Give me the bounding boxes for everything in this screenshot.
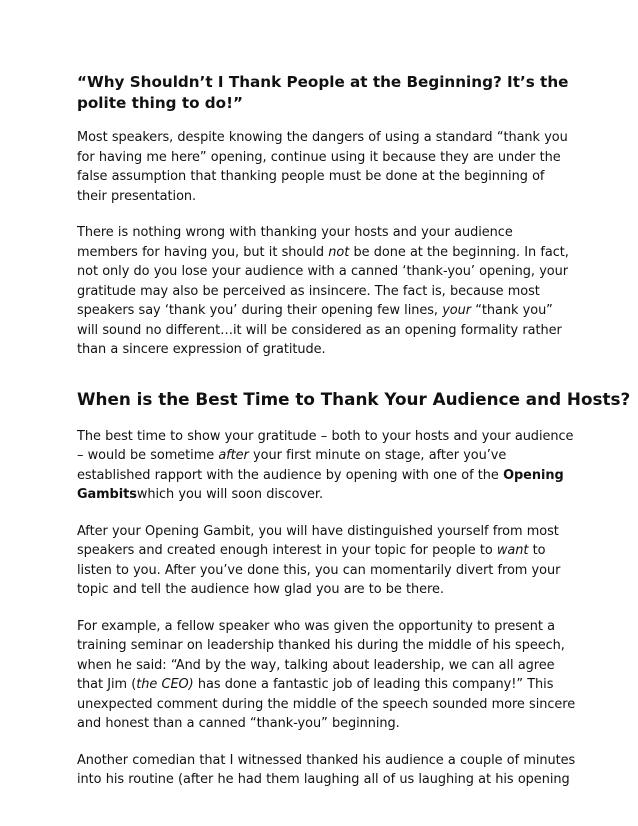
text-line: their presentation. — [77, 188, 197, 204]
section-heading-best-time: When is the Best Time to Thank Your Audience and Hosts? — [77, 388, 631, 409]
text-run: has done a fantastic job of leading this company!” This — [193, 677, 554, 692]
text-line — [77, 541, 567, 561]
text-run: which you will soon discover. — [136, 487, 323, 502]
text-line — [77, 243, 567, 263]
text-run: that Jim ( — [77, 677, 137, 692]
text-line: listen to you. After you’ve done this, you can momentarily divert from your — [77, 562, 561, 578]
emphasis-text: after — [218, 448, 249, 463]
text-run: – would be sometime — [77, 448, 219, 463]
paragraph-nothing-wrong-thanking — [77, 223, 567, 360]
text-line: not only do you lose your audience with a canned ‘thank-you’ opening, your — [77, 264, 568, 279]
text-line: into his routine (after he had them laughing all of us laughing at his opening — [77, 772, 570, 787]
paragraph-another-comedian — [77, 751, 576, 790]
text-line — [77, 675, 567, 695]
paragraph-example-fellow-speaker — [77, 617, 576, 734]
emphasis-text: not — [328, 244, 350, 260]
text-line: topic and tell the audience how glad you are to be there. — [77, 582, 444, 597]
emphasis-text: your — [442, 303, 472, 318]
paragraph-speakers-assumption — [77, 128, 567, 206]
emphasis-text: want — [496, 543, 529, 558]
text-line: when he said: “And by the way, talking about leadership, we can all agree — [77, 657, 555, 673]
text-run: be done at the beginning. In fact, — [349, 244, 569, 260]
text-line: than a sincere expression of gratitude. — [77, 342, 326, 357]
text-line: gratitude may also be perceived as insincere. The fact is, because most — [77, 283, 540, 299]
text-line: There is nothing wrong with thanking your hosts and your audience — [77, 225, 513, 240]
text-run: to — [528, 543, 546, 558]
text-line: training seminar on leadership thanked his during the middle of his speech, — [77, 638, 565, 653]
text-run: speakers say ‘thank you’ during their opening few lines, — [77, 303, 443, 318]
text-line: will sound no different…it will be considered as an opening formality rather — [77, 322, 562, 338]
text-line: For example, a fellow speaker who was given the opportunity to present a — [77, 618, 555, 634]
text-run: speakers and created enough interest in your topic for people to — [77, 543, 497, 558]
text-line: for having me here” opening, continue using it because they are under the — [77, 149, 561, 165]
heading-line: “Why Shouldn’t I Thank People at the Beginning? It’s the — [77, 73, 569, 91]
heading-line: polite thing to do!” — [77, 94, 244, 112]
text-line: unexpected comment during the middle of the speech sounded more sincere — [77, 696, 576, 712]
document-page — [77, 72, 631, 807]
text-line: Another comedian that I witnessed thanked his audience a couple of minutes — [77, 752, 576, 768]
paragraph-after-opening-gambit — [77, 522, 567, 600]
text-line — [77, 466, 567, 486]
text-run: established rapport with the audience by opening with one of the — [77, 467, 504, 483]
paragraph-best-time-gratitude — [77, 427, 574, 505]
bold-text: Opening — [503, 467, 564, 483]
text-line: false assumption that thanking people must be done at the beginning of — [77, 169, 545, 184]
text-line: After your Opening Gambit, you will have distinguished yourself from most — [77, 523, 559, 539]
text-line — [77, 485, 567, 505]
text-line: Most speakers, despite knowing the dangers of using a standard “thank you — [77, 130, 568, 145]
text-line: The best time to show your gratitude – both to your hosts and your audience — [77, 428, 574, 444]
text-line — [77, 446, 567, 466]
bold-text: Gambits — [77, 487, 137, 502]
text-line: and honest than a canned “thank-you” beginning. — [77, 716, 400, 731]
text-line — [77, 301, 567, 321]
text-run: “thank you” — [471, 303, 553, 318]
text-run: your first minute on stage, after you’ve — [248, 448, 507, 463]
text-run: members for having you, but it should — [77, 244, 329, 260]
section-heading-why-thank-at-beginning — [77, 72, 567, 114]
emphasis-text: the CEO) — [136, 677, 194, 692]
